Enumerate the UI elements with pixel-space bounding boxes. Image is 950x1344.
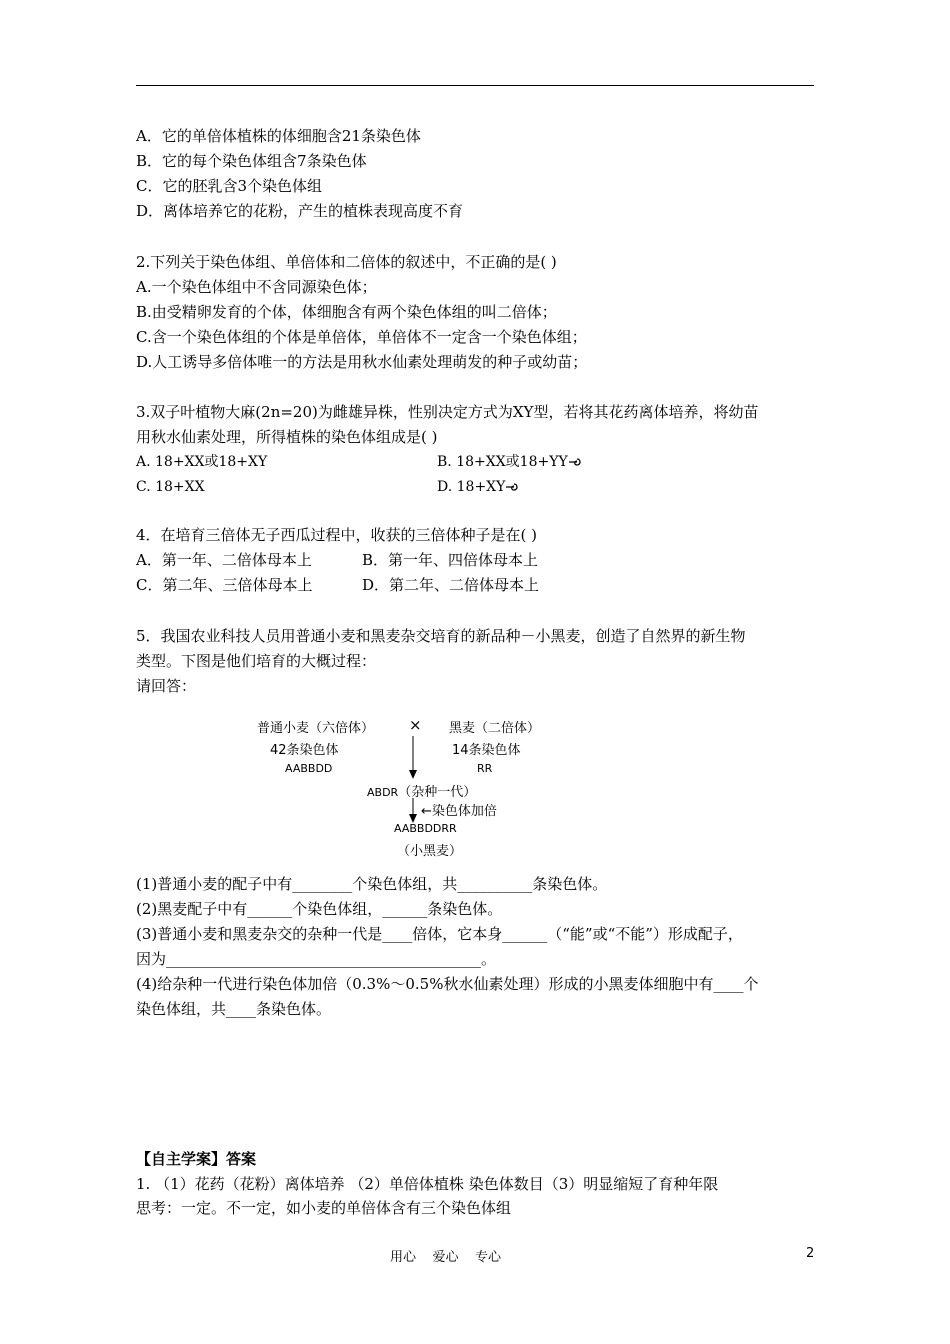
q2-option-d: D.人工诱导多倍体唯一的方法是用秋水仙素处理萌发的种子或幼苗； <box>136 353 588 371</box>
q5-sub3-line2: 因为__________________________________________。 <box>136 950 497 968</box>
answers-line2: 思考：一定。不一定，如小麦的单倍体含有三个染色体组 <box>136 1199 512 1217</box>
q4-option-b: B．第一年、四倍体母本上 <box>362 551 539 569</box>
answers-line1: 1. （1）花药（花粉）离体培养 （2）单倍体植株 染色体数目（3）明显缩短了育种年限 <box>136 1175 719 1193</box>
cross-symbol: × <box>409 716 422 734</box>
result-label: （小黑麦） <box>397 844 463 859</box>
hybrid-genome: ABDR <box>367 786 399 799</box>
hybrid <box>367 781 476 800</box>
q5-sub1: (1)普通小麦的配子中有________个染色体组，共__________条染色体。 <box>136 875 608 893</box>
q4-option-a: A．第一年、二倍体母本上 <box>136 551 312 569</box>
header-rule <box>136 85 814 86</box>
hook-icon <box>505 482 519 492</box>
rye-chromosome-count: 14条染色体 <box>452 743 521 758</box>
wheat-chromosome-count: 42条染色体 <box>270 743 339 758</box>
q4-stem: 4．在培育三倍体无子西瓜过程中，收获的三倍体种子是在( ) <box>136 526 538 544</box>
q3-option-a: A. 18+XX或18+XY <box>136 454 268 470</box>
q4-option-d: D．第二年、二倍体母本上 <box>362 576 540 594</box>
q5-sub4-line2: 染色体组，共____条染色体。 <box>136 1000 332 1018</box>
q2-stem: 2.下列关于染色体组、单倍体和二倍体的叙述中，不正确的是( ) <box>136 253 557 271</box>
page-number: 2 <box>806 1246 815 1261</box>
q1-option-a: A．它的单倍体植株的体细胞含21条染色体 <box>136 127 421 145</box>
rye-name: 黑麦（二倍体） <box>449 721 541 736</box>
doubling-arrow <box>407 798 419 824</box>
footer-motto: 用心 爱心 专心 <box>390 1250 502 1265</box>
q3-option-b-row <box>437 452 582 472</box>
q5-sub3-line1: (3)普通小麦和黑麦杂交的杂种一代是____倍体，它本身______（“能”或“不能”）形成配子， <box>136 925 743 943</box>
q1-option-b: B．它的每个染色体组含7条染色体 <box>136 152 367 170</box>
q2-option-a: A.一个染色体组中不含同源染色体； <box>136 278 377 296</box>
q1-option-c: C．它的胚乳含3个染色体组 <box>136 177 323 195</box>
wheat-name: 普通小麦（六倍体） <box>257 721 375 736</box>
q5-sub4-line1: (4)给杂种一代进行染色体加倍（0.3%～0.5%秋水仙素处理）形成的小黑麦体细胞中有____个 <box>136 975 759 993</box>
q5-stem-line2: 类型。下图是他们培育的大概过程： <box>136 652 377 670</box>
q2-option-b: B.由受精卵发育的个体，体细胞含有两个染色体组的叫二倍体； <box>136 303 557 321</box>
rye-genome: RR <box>477 762 493 775</box>
hook-icon <box>568 457 582 467</box>
result-genome: AABBDDRR <box>394 822 457 835</box>
hybrid-label: （杂种一代） <box>398 785 477 800</box>
q3-option-c: C. 18+XX <box>136 479 205 495</box>
q2-option-c: C.含一个染色体组的个体是单倍体，单倍体不一定含一个染色体组； <box>136 328 587 346</box>
q3-option-d: D. 18+XY <box>437 479 506 495</box>
q3-stem-line1: 3.双子叶植物大麻(2n=20)为雌雄异株，性别决定方式为XY型，若将其花药离体培养，将幼苗 <box>136 403 759 421</box>
cross-arrow <box>407 736 419 780</box>
q3-option-b: B. 18+XX或18+YY <box>437 454 568 470</box>
wheat-genome: AABBDD <box>285 762 333 775</box>
q3-stem-line2: 用秋水仙素处理，所得植株的染色体组成是( ) <box>136 428 438 446</box>
q3-option-d-row <box>437 477 519 497</box>
q5-stem-line1: 5．我国农业科技人员用普通小麦和黑麦杂交培育的新品种－小黑麦，创造了自然界的新生物 <box>136 627 746 645</box>
q5-prompt: 请回答： <box>136 677 197 695</box>
q4-option-c: C．第二年、三倍体母本上 <box>136 576 313 594</box>
q5-sub2: (2)黑麦配子中有______个染色体组，______条染色体。 <box>136 900 503 918</box>
q1-option-d: D．离体培养它的花粉，产生的植株表现高度不育 <box>136 202 464 220</box>
answers-heading: 【自主学案】答案 <box>136 1150 257 1168</box>
doubling-label: ←染色体加倍 <box>421 804 497 819</box>
